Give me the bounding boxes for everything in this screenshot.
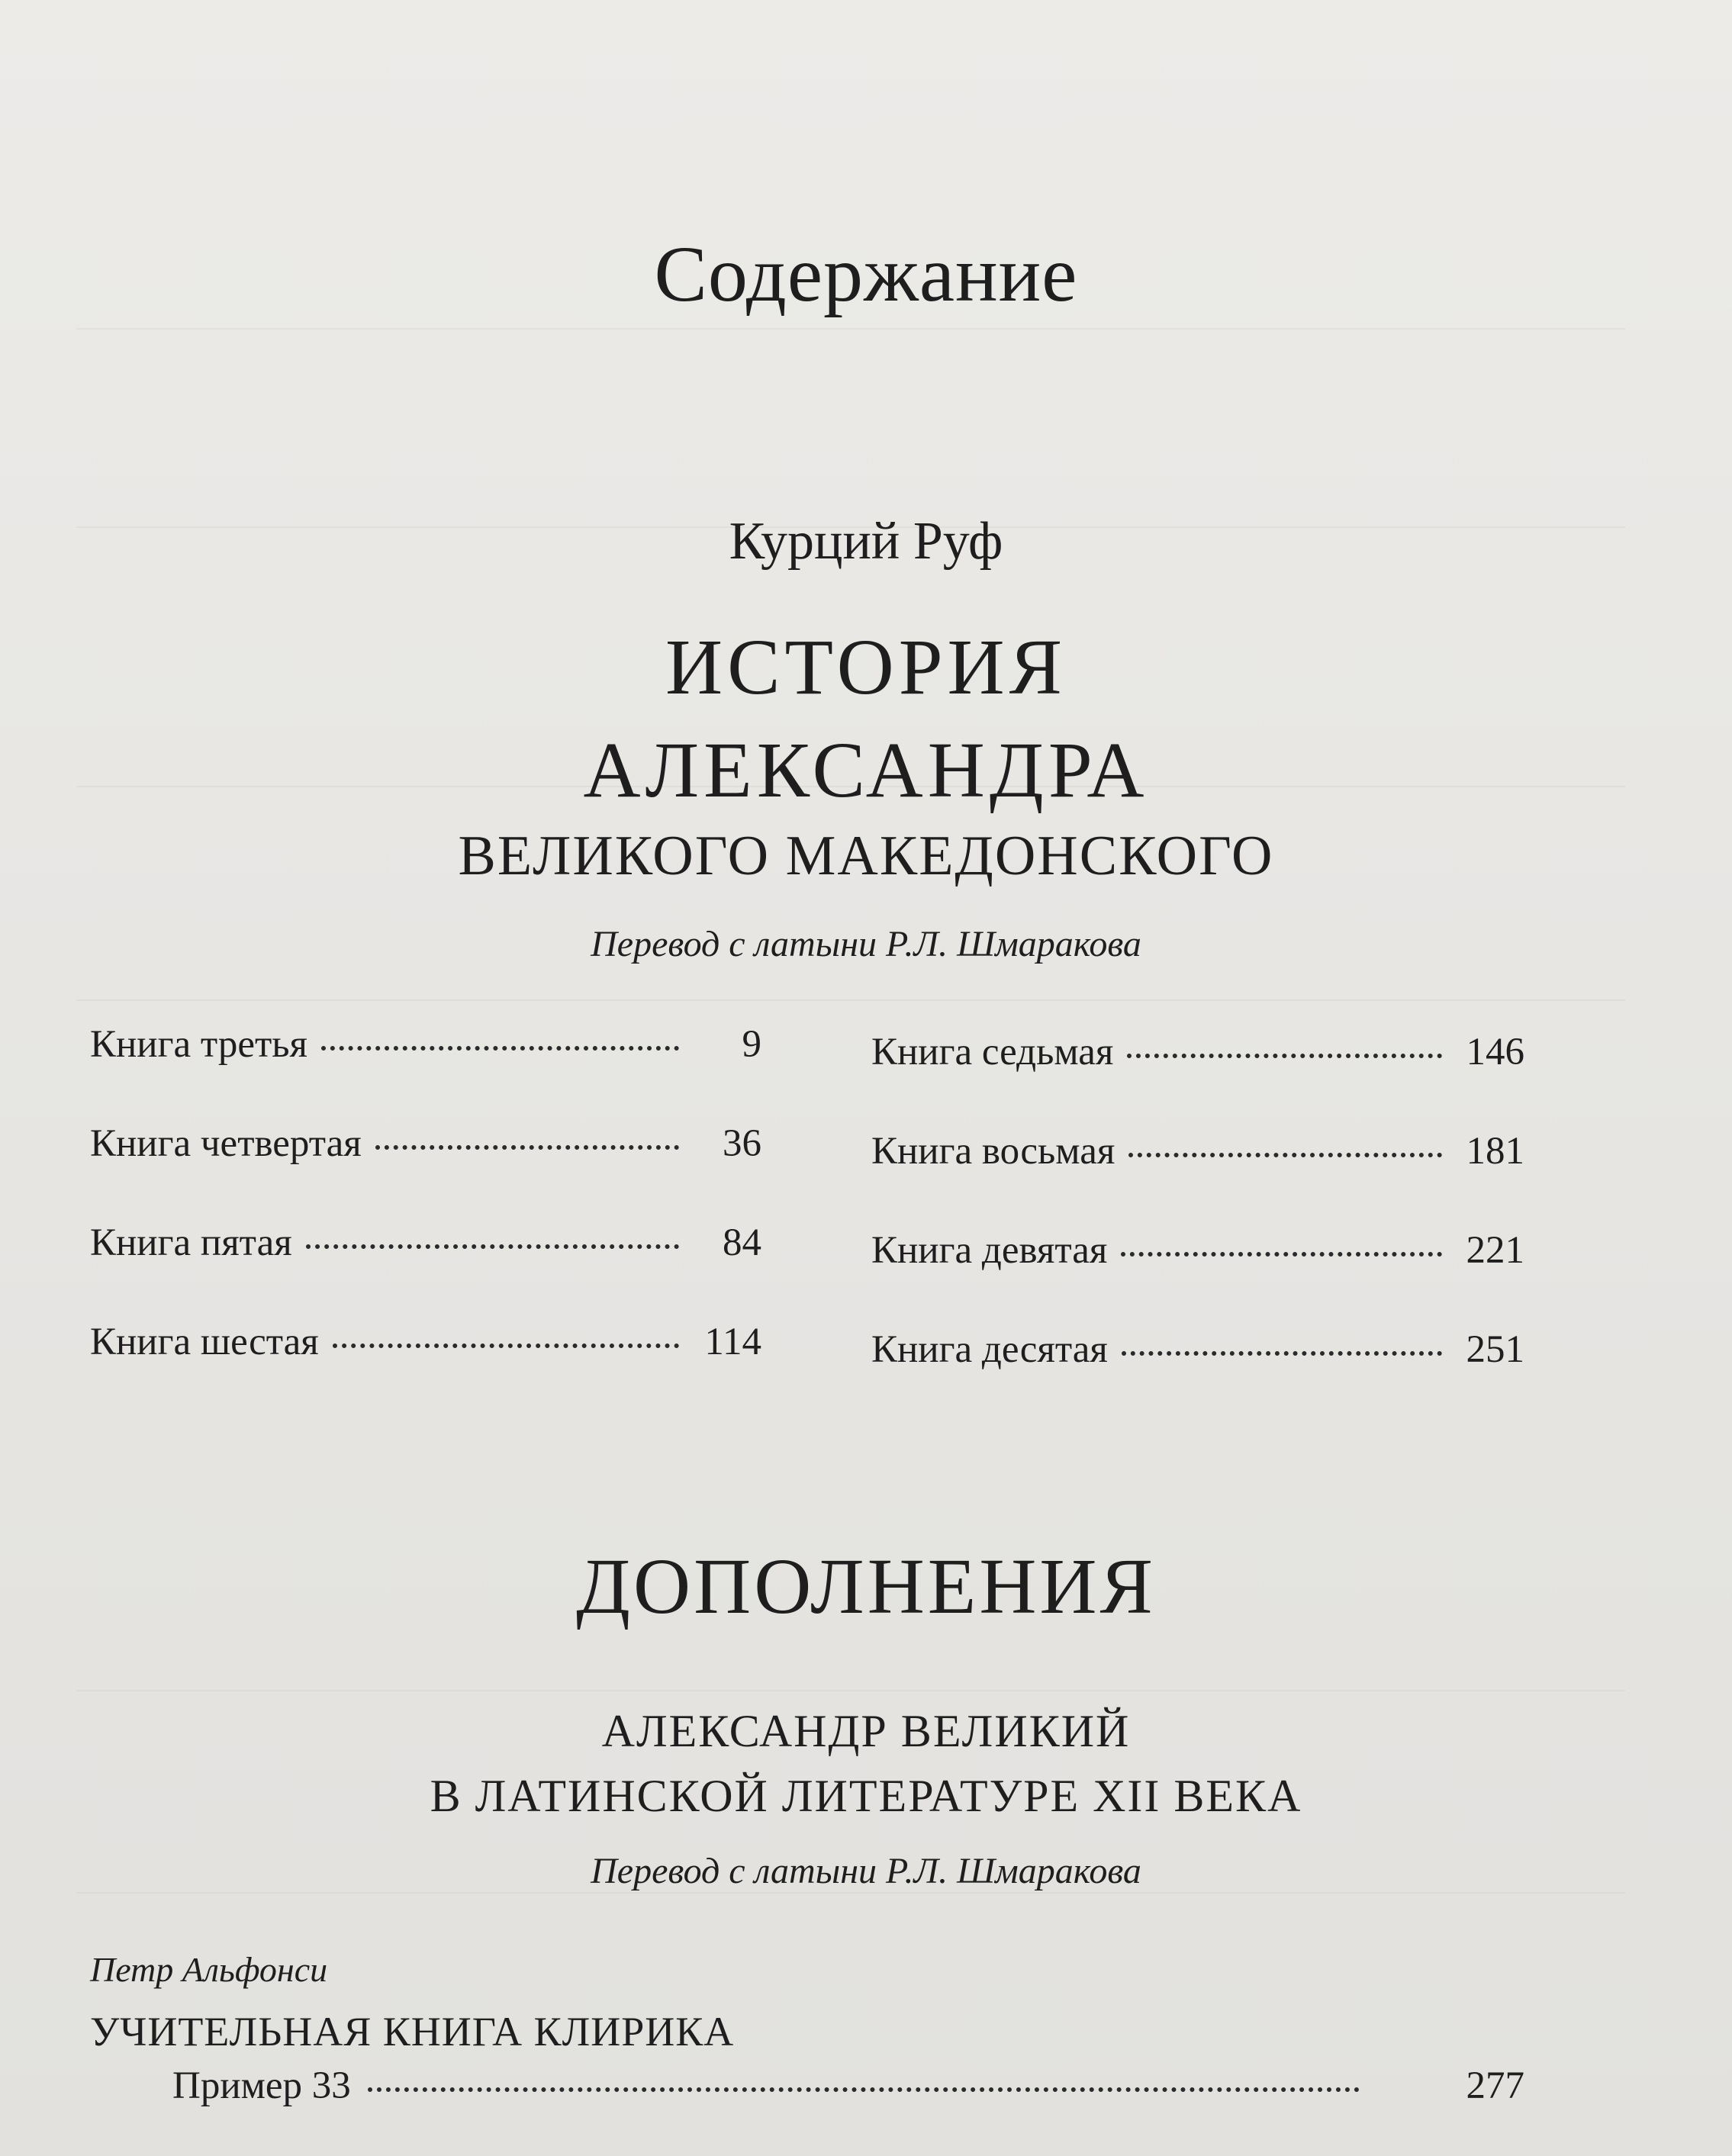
- dot-leader: [375, 1145, 679, 1150]
- section-title-line-1: АЛЕКСАНДР ВЕЛИКИЙ: [601, 1706, 1131, 1756]
- book-subtitle: ВЕЛИКОГО МАКЕДОНСКОГО: [458, 825, 1274, 887]
- toc-entry-page: 251: [1466, 1328, 1524, 1371]
- bleed-through-line: [76, 328, 1625, 330]
- toc-entry-page: 181: [1466, 1130, 1524, 1173]
- translator-credit: Перевод с латыни Р.Л. Шмаракова: [591, 924, 1141, 964]
- bleed-through-line: [76, 1690, 1625, 1691]
- dot-leader: [306, 1244, 679, 1249]
- dot-leader: [1127, 1054, 1442, 1058]
- toc-entry-page: 221: [1466, 1229, 1524, 1272]
- toc-entry[interactable]: [871, 1030, 1524, 1129]
- toc-column-left: [90, 1022, 761, 1419]
- toc-entry-label: Книга четвертая: [90, 1122, 362, 1165]
- bleed-through-line: [76, 1892, 1625, 1894]
- toc-entry-page: 9: [742, 1023, 761, 1066]
- toc-entry-page: 36: [723, 1122, 761, 1165]
- toc-entry[interactable]: [90, 1221, 761, 1320]
- toc-entry-label: Книга девятая: [871, 1229, 1108, 1272]
- toc-entry[interactable]: [871, 1129, 1524, 1228]
- toc-entry[interactable]: [871, 1327, 1524, 1427]
- toc-entry-label: Книга шестая: [90, 1321, 319, 1363]
- toc-entry-page: 84: [723, 1221, 761, 1264]
- toc-entry-label: Книга седьмая: [871, 1031, 1114, 1073]
- section-title-line-2: В ЛАТИНСКОЙ ЛИТЕРАТУРЕ XII ВЕКА: [430, 1771, 1302, 1821]
- toc-entry[interactable]: [871, 1228, 1524, 1327]
- toc-entry[interactable]: [90, 1121, 761, 1221]
- dot-leader: [333, 1343, 679, 1348]
- dot-leader: [368, 2087, 1360, 2092]
- dot-leader: [1128, 1153, 1442, 1157]
- supplements-heading: ДОПОЛНЕНИЯ: [576, 1543, 1156, 1630]
- page-title: Содержание: [654, 230, 1078, 318]
- toc-entry-label: Книга третья: [90, 1023, 307, 1066]
- toc-entry[interactable]: [90, 1022, 761, 1121]
- author-name: Курций Руф: [729, 512, 1003, 571]
- translator-credit: Перевод с латыни Р.Л. Шмаракова: [591, 1851, 1141, 1891]
- toc-entry-page: 277: [1466, 2064, 1524, 2107]
- work-title: УЧИТЕЛЬНАЯ КНИГА КЛИРИКА: [90, 2009, 735, 2055]
- book-title-line-1: ИСТОРИЯ: [665, 623, 1067, 711]
- dot-leader: [321, 1046, 679, 1051]
- toc-entry-label: Пример 33: [172, 2064, 351, 2107]
- toc-entry-label: Книга восьмая: [871, 1130, 1115, 1173]
- dot-leader: [1121, 1252, 1442, 1257]
- toc-entry-label: Книга десятая: [871, 1328, 1108, 1371]
- dot-leader: [1122, 1351, 1442, 1356]
- book-title-line-2: АЛЕКСАНДРА: [583, 726, 1149, 814]
- writer-name: Петр Альфонси: [90, 1950, 328, 1989]
- bleed-through-line: [76, 999, 1625, 1001]
- toc-entry[interactable]: [90, 1320, 761, 1419]
- toc-entry-page: 146: [1466, 1031, 1524, 1073]
- toc-entry[interactable]: [172, 2064, 1524, 2108]
- toc-entry-label: Книга пятая: [90, 1221, 292, 1264]
- toc-entry-page: 114: [704, 1321, 761, 1363]
- toc-column-right: [871, 1030, 1524, 1427]
